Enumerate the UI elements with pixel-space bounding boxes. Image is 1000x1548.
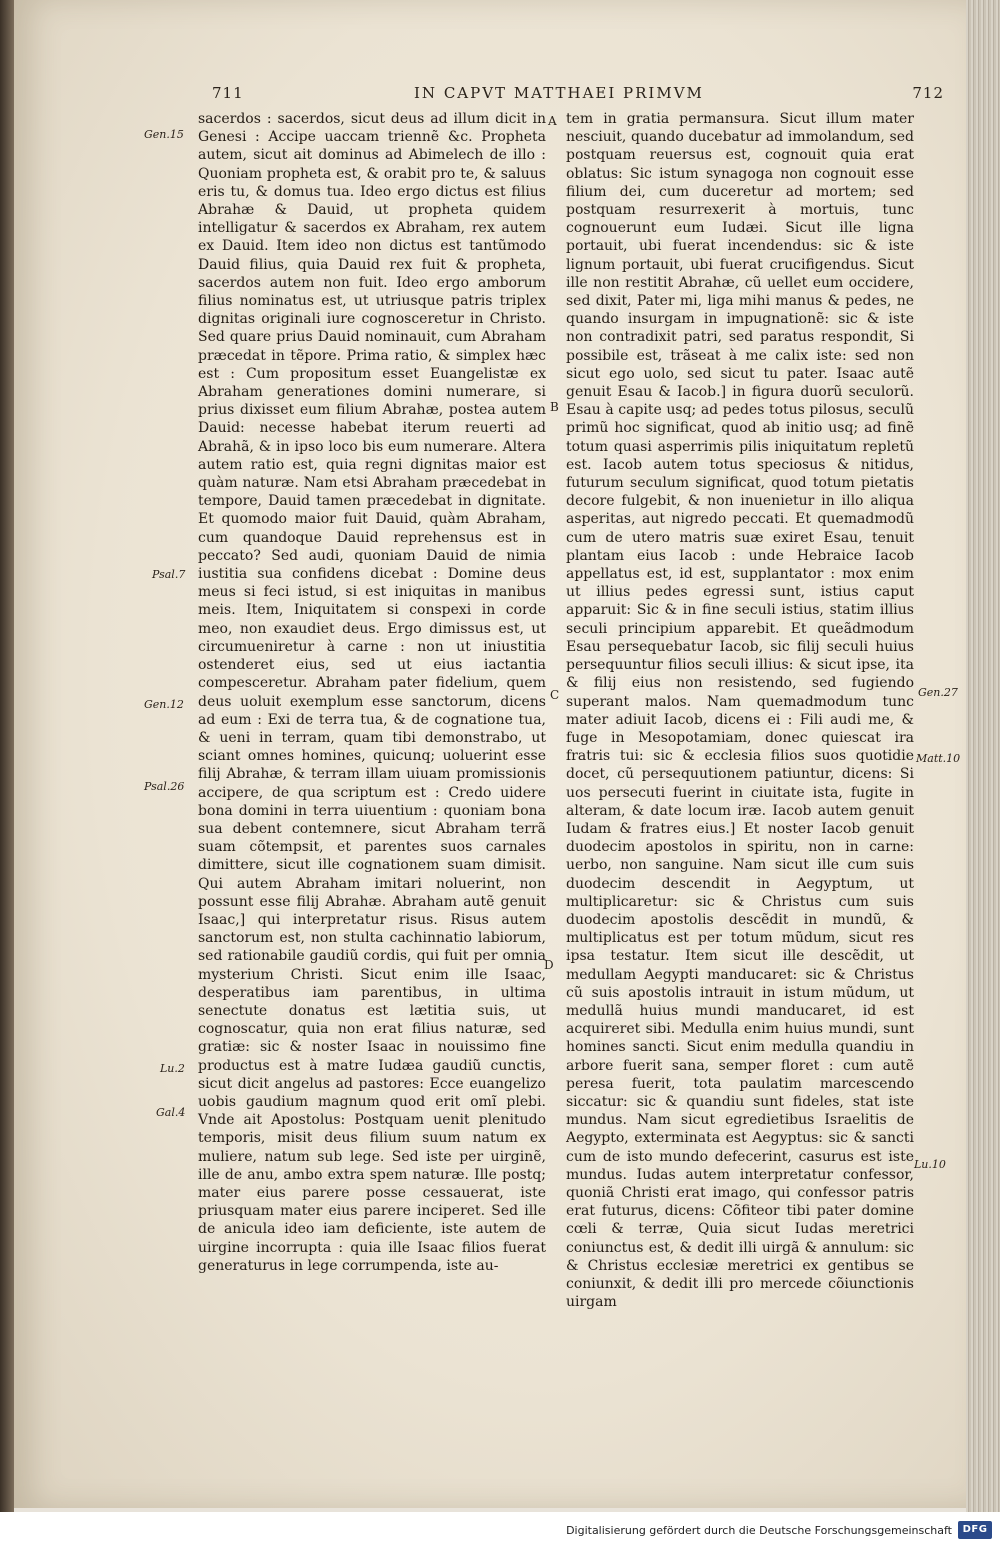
text-column-right xyxy=(566,110,914,1311)
margin-note-psal7: Psal.7 xyxy=(152,568,186,581)
book-page xyxy=(14,0,966,1508)
margin-note-matt10: Matt.10 xyxy=(916,752,961,765)
text-column-left xyxy=(198,110,546,1275)
margin-note-gen12: Gen.12 xyxy=(144,698,184,711)
running-title: IN CAPVT MATTHAEI PRIMVM xyxy=(414,84,704,102)
page-number-left: 711 xyxy=(212,84,244,102)
dfg-logo: DFG xyxy=(958,1521,992,1539)
right-column-text: tem in gratia permansura. Sicut illum mater nesciuit, quando ducebatur ad immolandum, sed postquam reuersus est, cognouit quia erat oblatus: Sic istum synagoga non cognouit esse filium dei, cum duceretur ad mortem; sed postquam resurrexerit à mortuis, tunc cognouerunt eum Iudæi. Sicut ille ligna portauit, ubi fuerat incendendus: sic & iste lignum portauit, ubi fuerat crucifigendus. Sicut ille non restitit Abrahæ, cũ uellet eum occidere, sed dixit, Pater mi, liga mihi manus & pedes, ne quando insurgam in impugnationẽ: sic & iste non contradixit patri, sed paratus respondit, Si possibile est, trãseat à me calix iste: sed non sicut ego uolo, sed sicut tu pater. Isaac autẽ genuit Esau & Iacob.] in figura duorũ seculorũ. Esau à capite usq; ad pedes totus pilosus, seculũ primũ hoc significat, quod ab initio usq; ad finẽ totum quasi asperrimis pilis iniquitatum repletũ est. Iacob autem totus speciosus & nitidus, futurum seculum significat, quod totum pietatis decore fulgebit, & non inuenietur in illo aliqua asperitas, aut nigredo peccati. Et quemadmodũ cum de utero matris suæ exiret Esau, tenuit plantam eius Iacob : unde Hebraice Iacob appellatus est, id est, supplantator : mox enim ut illius pedes egressi sunt, istius caput apparuit: Sic & in fine seculi istius, statim illius seculi principium apparebit. Et queãdmodum Esau persequebatur Iacob, sic filij seculi huius persequuntur filios seculi illius: & sicut ipse, ita & filij eius non resistendo, sed fugiendo superant malos. Nam quemadmodum tunc mater adiuit Iacob, dicens ei : Fili audi me, & fuge in Mesopotamiam, donec quiescat ira fratris tui: sic & ecclesia filios suos quotidie docet, cũ persequutionem patiuntur, dicens: Si uos persecuti fuerint in ciuitate ista, fugite in alteram, & date locum iræ. Iacob autem genuit Iudam & fratres eius.] Et noster Iacob genuit duodecim apostolos in spiritu, non in carne: uerbo, non sanguine. Nam sicut ille cum suis duodecim descendit in Aegyptum, ut multiplicaretur: sic & Christus cum suis duodecim apostolis descẽdit in mundũ, & multiplicatus est per totum mũdum, sicut res ipsa testatur. Item sicut ille descẽdit, ut medullam Aegypti manducaret: sic & Christus cũ suis apostolis intrauit in istum mũdum, ut medullã huius mundi manducaret, id est acquireret sibi. Medulla enim huius mundi, sunt homines sancti. Sicut enim medulla quandiu in arbore fuerit sana, semper floret : cum autẽ peresa fuerit, tota paulatim marcescendo siccatur: sic & quandiu sunt fideles, stat iste mundus. Nam sicut egredietibus Israelitis de Aegypto, exterminata est Aegyptus: sic & sancti cum de isto mundo defecerint, casurus est iste mundus. Iudas autem interpretatur confessor, quoniã Christi erat imago, qui confessor patris erat futurus, dicens: Cõfiteor tibi pater domine cœli & terræ, Quia sicut Iudas meretrici coniunctus est, & dedit illi uirgã & annulum: sic & Christus ecclesiæ meretrici ex gentibus se coniunxit, & dedit illi pro mercede cõiunctionis uirgam xyxy=(566,111,914,1311)
section-letter-d: D xyxy=(544,958,554,972)
page-edges xyxy=(966,0,1000,1548)
section-letter-b: B xyxy=(550,400,559,414)
footer-bar xyxy=(0,1512,1000,1548)
margin-note-gen27: Gen.27 xyxy=(918,686,958,699)
margin-note-lu10: Lu.10 xyxy=(914,1158,946,1171)
running-header xyxy=(194,84,954,110)
margin-note-psal26: Psal.26 xyxy=(144,780,185,793)
book-binding-shadow xyxy=(0,0,14,1548)
margin-note-lu2: Lu.2 xyxy=(160,1062,185,1075)
section-letter-c: C xyxy=(550,688,560,702)
page-number-right: 712 xyxy=(912,84,944,102)
funding-notice: Digitalisierung gefördert durch die Deutsche Forschungsgemeinschaft xyxy=(566,1524,952,1537)
margin-note-gen15: Gen.15 xyxy=(144,128,184,141)
left-column-text: sacerdos : sacerdos, sicut deus ad illum dicit in Genesi : Accipe uaccam triennẽ &c. Propheta autem, sicut ait dominus ad Abimelech de illo : Quoniam propheta est, & orabit pro te, & saluus eris tu, & domus tua. Ideo ergo dictus est filius Abrahæ & Dauid, ut propheta quidem intelligatur & sacerdos ex Abraham, rex autem ex Dauid. Item ideo non dictus est tantũmodo Dauid filius, quia Dauid rex fuit & propheta, sacerdos autem non fuit. Ideo ergo amborum filius nominatus est, ut utriusque patris triplex dignitas originali iure cognosceretur in Christo. Sed quare prius Dauid nominauit, cum Abraham præcedat in tẽpore. Prima ratio, & simplex hæc est : Cum propositum esset Euangelistæ ex Abraham generationes domini numerare, si prius dixisset eum filium Abrahæ, postea autem Dauid: necesse habebat iterum reuerti ad Abrahã, & in ipso loco bis eum numerare. Altera autem ratio est, quia regni dignitas maior est quàm naturæ. Nam etsi Abraham præcedebat in tempore, Dauid tamen præcedebat in dignitate. Et quomodo maior fuit Dauid, quàm Abraham, cum quandoque Dauid reprehensus est in peccato? Sed audi, quoniam Dauid de nimia iustitia sua confidens dicebat : Domine deus meus si feci istud, si est iniquitas in manibus meis. Item, Iniquitatem si conspexi in corde meo, non exaudiet deus. Ergo dimissus est, ut circumueniretur à carne : non ut iniustitia ostenderet eius, sed ut eius iactantia compesceretur. Abraham pater fidelium, quem deus uoluit exemplum esse sanctorum, dicens ad eum : Exi de terra tua, & de cognatione tua, & ueni in terram, quam tibi demonstrabo, ut sciant omnes homines, quicunq; uoluerint esse filij Abrahæ, & terram illam uiuam promissionis accipere, de qua scriptum est : Credo uidere bona domini in terra uiuentium : quoniam bona sua debent contemnere, sicut Abraham terrã suam cõtempsit, et parentes suos carnales dimittere, sicut ille cognationem suam dimisit. Qui autem Abraham imitari noluerint, non possunt esse filij Abrahæ. Abraham autẽ genuit Isaac,] qui interpretatur risus. Risus autem sanctorum est, non stulta cachinnatio labiorum, sed rationabile gaudiũ cordis, qui fuit per omnia mysterium Christi. Sicut enim ille Isaac, desperatibus iam parentibus, in ultima senectute donatus est lætitia suis, ut cognoscatur, quia non erat filius naturæ, sed gratiæ: sic & noster Isaac in nouissimo fine productus est à matre Iudæa gaudiũ cunctis, sicut dicit angelus ad pastores: Ecce euangelizo uobis gaudium magnum quod erit omĩ plebi. Vnde ait Apostolus: Postquam uenit plenitudo temporis, misit deus filium suum natum ex muliere, natum sub lege. Sed iste per uirginẽ, ille de anu, ambo extra spem naturæ. Ille postq; mater eius parere posse cessauerat, iste priusquam mater eius parere inciperet. Sed ille de anicula ideo iam deficiente, iste autem de uirgine incorrupta : quia ille Isaac filios fuerat generaturus in lege corrumpenda, iste au- xyxy=(198,111,546,1274)
margin-note-gal4: Gal.4 xyxy=(156,1106,186,1119)
section-letter-a: A xyxy=(548,114,557,128)
